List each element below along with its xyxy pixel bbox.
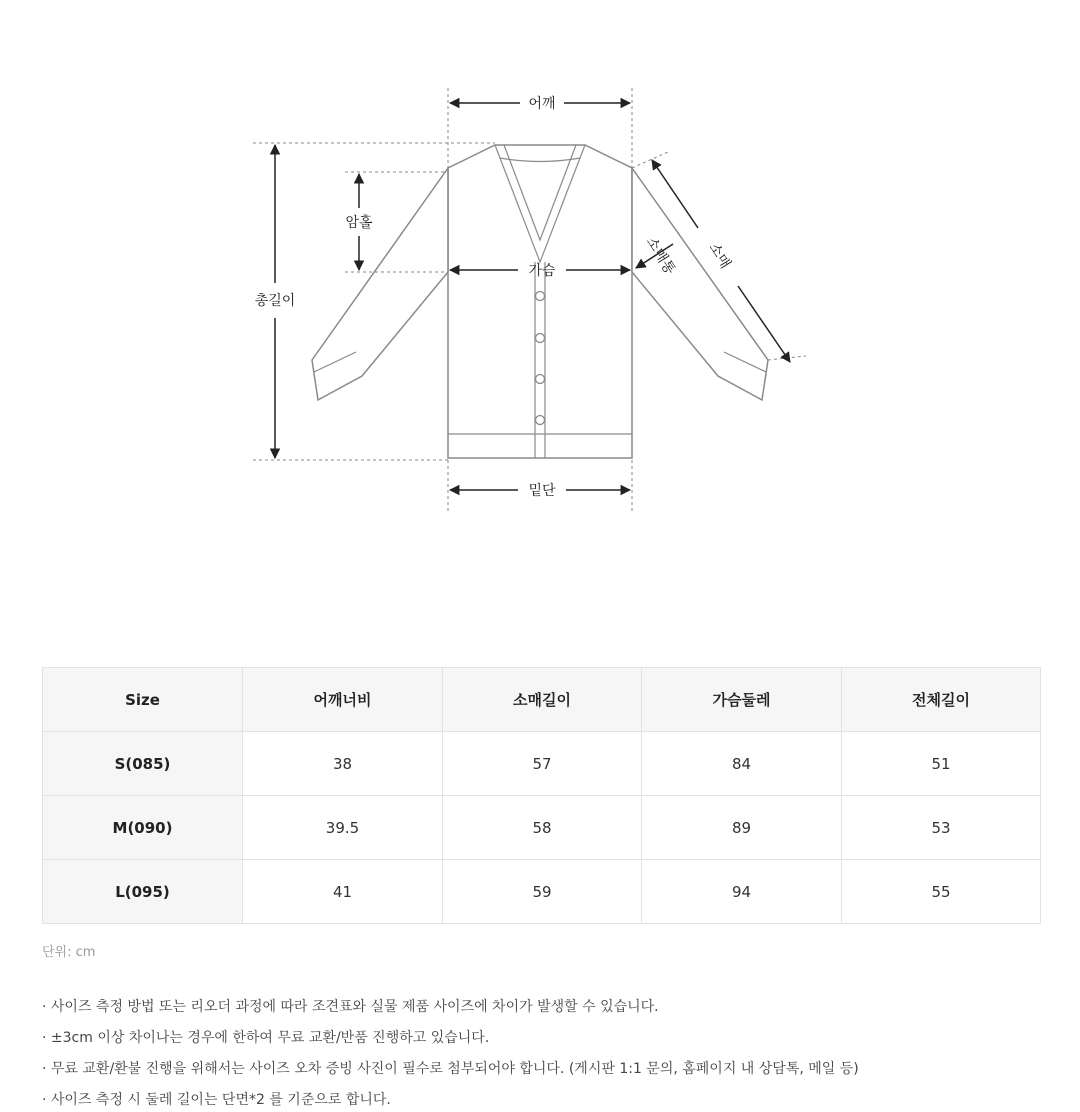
cell-sleeve: 59 — [443, 860, 642, 924]
cell-chest: 89 — [642, 796, 842, 860]
cell-length: 51 — [842, 732, 1041, 796]
note-item: · 사이즈 측정 시 둘레 길이는 단면*2 를 기준으로 합니다. — [42, 1092, 391, 1108]
table-row — [43, 732, 1041, 796]
cell-sleeve: 58 — [443, 796, 642, 860]
note-item: · 무료 교환/환불 진행을 위해서는 사이즈 오차 증빙 사진이 필수로 첨부되어야 합니다. (게시판 1:1 문의, 홈페이지 내 상담톡, 메일 등) — [42, 1061, 859, 1077]
label-total-length: 총길이 — [254, 293, 296, 309]
label-sleeve-width: 소매통 — [642, 234, 678, 278]
size-table-body — [43, 732, 1041, 924]
table-row — [43, 860, 1041, 924]
cell-chest: 84 — [642, 732, 842, 796]
table-header-row — [43, 668, 1041, 732]
cardigan-outline — [312, 145, 768, 458]
size-table — [42, 667, 1041, 924]
row-size-label: L(095) — [43, 860, 243, 924]
cell-sleeve: 57 — [443, 732, 642, 796]
cell-chest: 94 — [642, 860, 842, 924]
size-table-header — [43, 668, 1041, 732]
cell-shoulder: 39.5 — [243, 796, 443, 860]
header-shoulder-width: 어깨너비 — [243, 668, 443, 732]
label-hem: 밑단 — [528, 483, 556, 499]
note-item: · 사이즈 측정 방법 또는 리오더 과정에 따라 조견표와 실물 제품 사이즈에 차이가 발생할 수 있습니다. — [42, 999, 659, 1015]
row-size-label: S(085) — [43, 732, 243, 796]
unit-note: 단위: cm — [42, 945, 96, 960]
header-sleeve-length: 소매길이 — [443, 668, 642, 732]
row-size-label: M(090) — [43, 796, 243, 860]
label-sleeve: 소매 — [705, 240, 734, 272]
label-shoulder: 어깨 — [528, 96, 556, 112]
cell-shoulder: 38 — [243, 732, 443, 796]
header-size: Size — [43, 668, 243, 732]
cell-length: 55 — [842, 860, 1041, 924]
cell-shoulder: 41 — [243, 860, 443, 924]
size-notes-list — [42, 992, 859, 1112]
table-row — [43, 796, 1041, 860]
cell-length: 53 — [842, 796, 1041, 860]
header-chest: 가슴둘레 — [642, 668, 842, 732]
label-armhole: 암홀 — [345, 215, 373, 231]
header-total-length: 전체길이 — [842, 668, 1041, 732]
note-item: · ±3cm 이상 차이나는 경우에 한하여 무료 교환/반품 진행하고 있습니다. — [42, 1030, 490, 1046]
label-chest: 가슴 — [528, 263, 556, 279]
